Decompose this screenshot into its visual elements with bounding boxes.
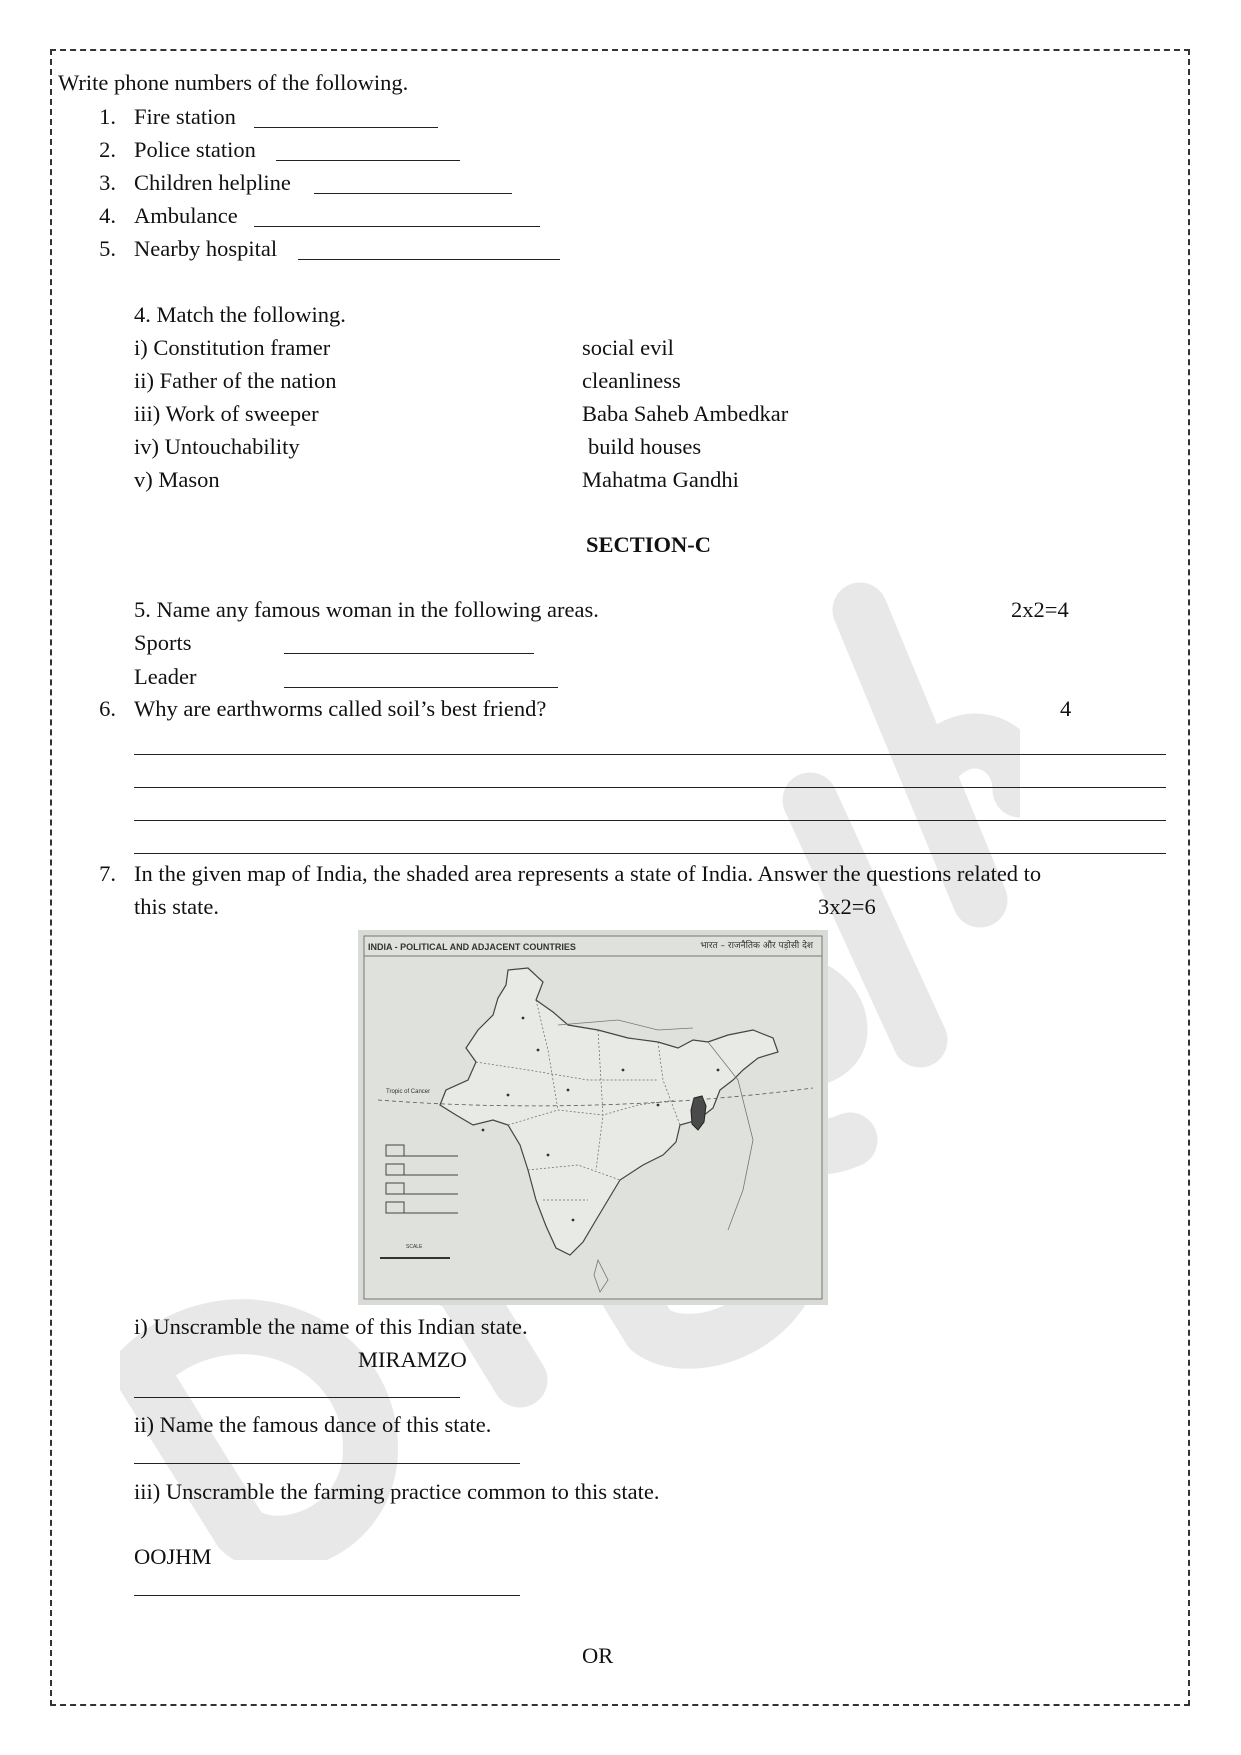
answer-blank[interactable] <box>134 1595 520 1596</box>
or-text: OR <box>582 1643 614 1668</box>
map-title: INDIA - POLITICAL AND ADJACENT COUNTRIES <box>368 942 576 952</box>
match-right-item: Mahatma Gandhi <box>582 467 739 492</box>
question-7-line1: In the given map of India, the shaded area represents a state of India. Answer the questions related to <box>134 861 1042 886</box>
map-title-hindi: भारत – राजनैतिक और पड़ोसी देश <box>700 941 813 951</box>
tropic-label: Tropic of Cancer <box>386 1089 431 1095</box>
section-heading: SECTION-C <box>586 532 712 557</box>
sub-question-iii: iii) Unscramble the farming practice common to this state. <box>134 1479 660 1504</box>
q5-row-label: Sports <box>134 630 192 655</box>
phone-item-label: Fire station <box>134 104 236 129</box>
answer-blank[interactable] <box>284 687 558 688</box>
answer-blank[interactable] <box>298 259 560 260</box>
match-right-item: social evil <box>582 335 674 360</box>
phone-item-number: 1. <box>99 104 116 129</box>
answer-blank[interactable] <box>134 1397 460 1398</box>
phone-item-number: 5. <box>99 236 116 261</box>
marks-q7: 3x2=6 <box>818 894 876 919</box>
phone-item-label: Children helpline <box>134 170 291 195</box>
phone-item-number: 2. <box>99 137 116 162</box>
question-6: Why are earthworms called soil’s best friend? <box>134 696 547 721</box>
phone-item-number: 3. <box>99 170 116 195</box>
question-number: 6. <box>99 696 116 721</box>
answer-blank[interactable] <box>254 226 540 227</box>
scramble-word-2: OOJHM <box>134 1544 212 1569</box>
sub-question-i: i) Unscramble the name of this Indian state. <box>134 1314 528 1339</box>
match-right-item: build houses <box>588 434 702 459</box>
answer-blank[interactable] <box>284 653 534 654</box>
marks-q5: 2x2=4 <box>1011 597 1069 622</box>
match-left-item: v) Mason <box>134 467 220 492</box>
match-title: 4. Match the following. <box>134 302 346 327</box>
question-number: 7. <box>99 861 116 886</box>
question-5: 5. Name any famous woman in the following areas. <box>134 597 599 622</box>
answer-line[interactable] <box>134 754 1166 755</box>
match-left-item: iv) Untouchability <box>134 434 300 459</box>
india-map <box>358 930 828 1305</box>
scramble-word-1: MIRAMZO <box>358 1347 467 1372</box>
sub-question-ii: ii) Name the famous dance of this state. <box>134 1412 492 1437</box>
match-left-item: i) Constitution framer <box>134 335 331 360</box>
q5-row-label: Leader <box>134 664 197 689</box>
scale-label: SCALE <box>406 1244 423 1250</box>
answer-blank[interactable] <box>134 1463 520 1464</box>
answer-line[interactable] <box>134 820 1166 821</box>
phone-item-number: 4. <box>99 203 116 228</box>
match-right-item: cleanliness <box>582 368 681 393</box>
answer-blank[interactable] <box>276 160 460 161</box>
phone-item-label: Nearby hospital <box>134 236 278 261</box>
answer-line[interactable] <box>134 787 1166 788</box>
answer-blank[interactable] <box>314 193 512 194</box>
phone-item-label: Ambulance <box>134 203 238 228</box>
match-left-item: ii) Father of the nation <box>134 368 337 393</box>
match-right-item: Baba Saheb Ambedkar <box>582 401 789 426</box>
phone-item-label: Police station <box>134 137 256 162</box>
phone-section-title: Write phone numbers of the following. <box>58 70 409 95</box>
match-left-item: iii) Work of sweeper <box>134 401 319 426</box>
answer-blank[interactable] <box>254 127 438 128</box>
marks-q6: 4 <box>1060 696 1072 721</box>
question-7-line2: this state. <box>134 894 219 919</box>
answer-line[interactable] <box>134 853 1166 854</box>
